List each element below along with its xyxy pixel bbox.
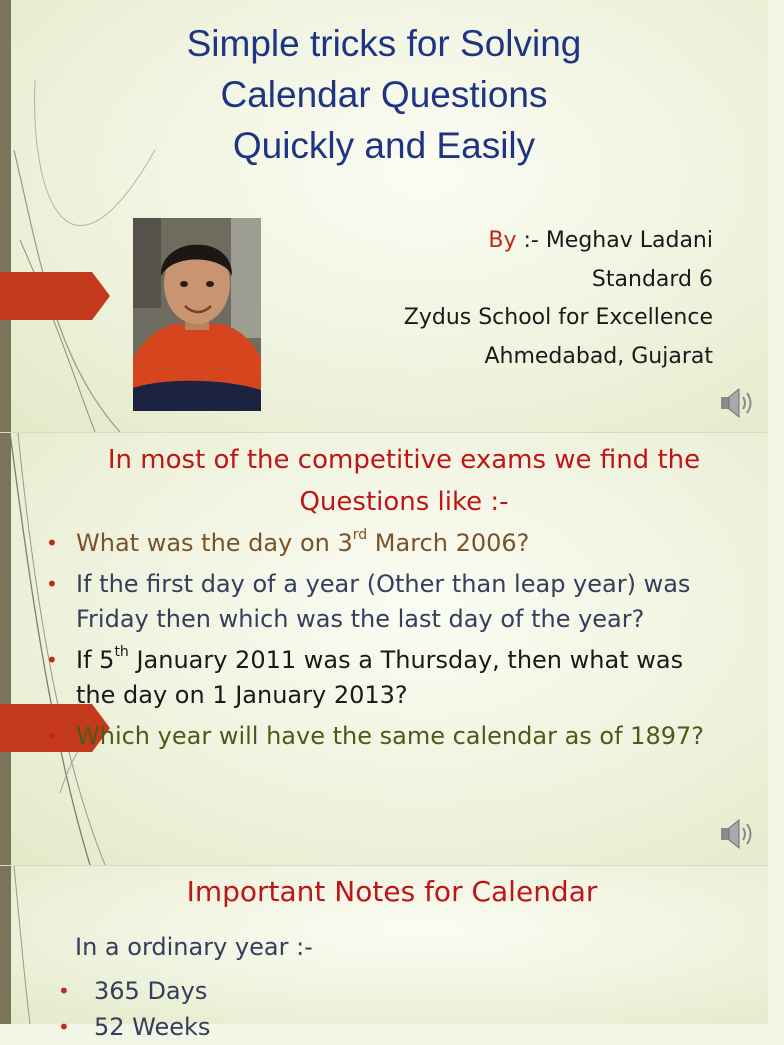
list-item	[46, 643, 726, 713]
slide-title	[0, 0, 768, 432]
list-item	[46, 526, 726, 561]
bullet-dot: •	[46, 648, 58, 672]
list-item	[46, 719, 726, 754]
ordinal-suffix: rd	[352, 527, 368, 543]
bullet-dot: •	[46, 572, 58, 596]
list-item	[58, 973, 210, 1009]
slide-notes	[0, 866, 768, 1041]
speaker-icon[interactable]	[718, 817, 758, 851]
bullet-dot: •	[46, 531, 58, 555]
bullet-dot: •	[58, 979, 70, 1003]
notes-list	[58, 973, 210, 1045]
author-name: :- Meghav Ladani	[523, 228, 713, 253]
heading-line: Questions like :-	[299, 487, 509, 517]
list-item	[58, 1009, 210, 1045]
question-text: If the first day of a year (Other than leap year) was Friday then which was the last day of the year?	[76, 570, 691, 633]
bullet-dot: •	[58, 1015, 70, 1039]
list-item	[46, 567, 726, 637]
ordinal-suffix: th	[114, 644, 129, 660]
question-text: What was the day on 3	[76, 529, 353, 557]
note-text: 365 Days	[94, 977, 208, 1005]
title-line: Quickly and Easily	[232, 125, 536, 166]
note-text: 52 Weeks	[94, 1013, 211, 1041]
by-label: By	[488, 228, 517, 253]
title-line: Simple tricks for Solving	[186, 23, 582, 64]
author-photo	[133, 218, 261, 411]
slide-heading	[40, 439, 768, 523]
author-city: Ahmedabad, Gujarat	[484, 343, 713, 369]
heading-line: In most of the competitive exams we find the	[107, 445, 701, 475]
author-standard: Standard 6	[591, 266, 713, 292]
notes-subtitle: In a ordinary year :-	[75, 933, 313, 961]
question-text: Which year will have the same calendar as of 1897?	[76, 722, 704, 750]
question-text: March 2006?	[367, 529, 530, 557]
author-school: Zydus School for Excellence	[403, 305, 713, 330]
question-text: January 2011 was a Thursday, then what was the day on 1 January 2013?	[76, 646, 684, 709]
slide-questions	[0, 433, 768, 865]
title-line: Calendar Questions	[220, 74, 548, 115]
red-tab-arrow	[0, 272, 110, 320]
question-text: If 5	[76, 646, 115, 674]
question-list	[46, 526, 726, 760]
slide-title-text	[0, 18, 768, 171]
bullet-dot: •	[46, 724, 58, 748]
slide-heading: Important Notes for Calendar	[186, 875, 598, 908]
speaker-icon[interactable]	[718, 386, 758, 420]
author-info	[404, 222, 713, 376]
